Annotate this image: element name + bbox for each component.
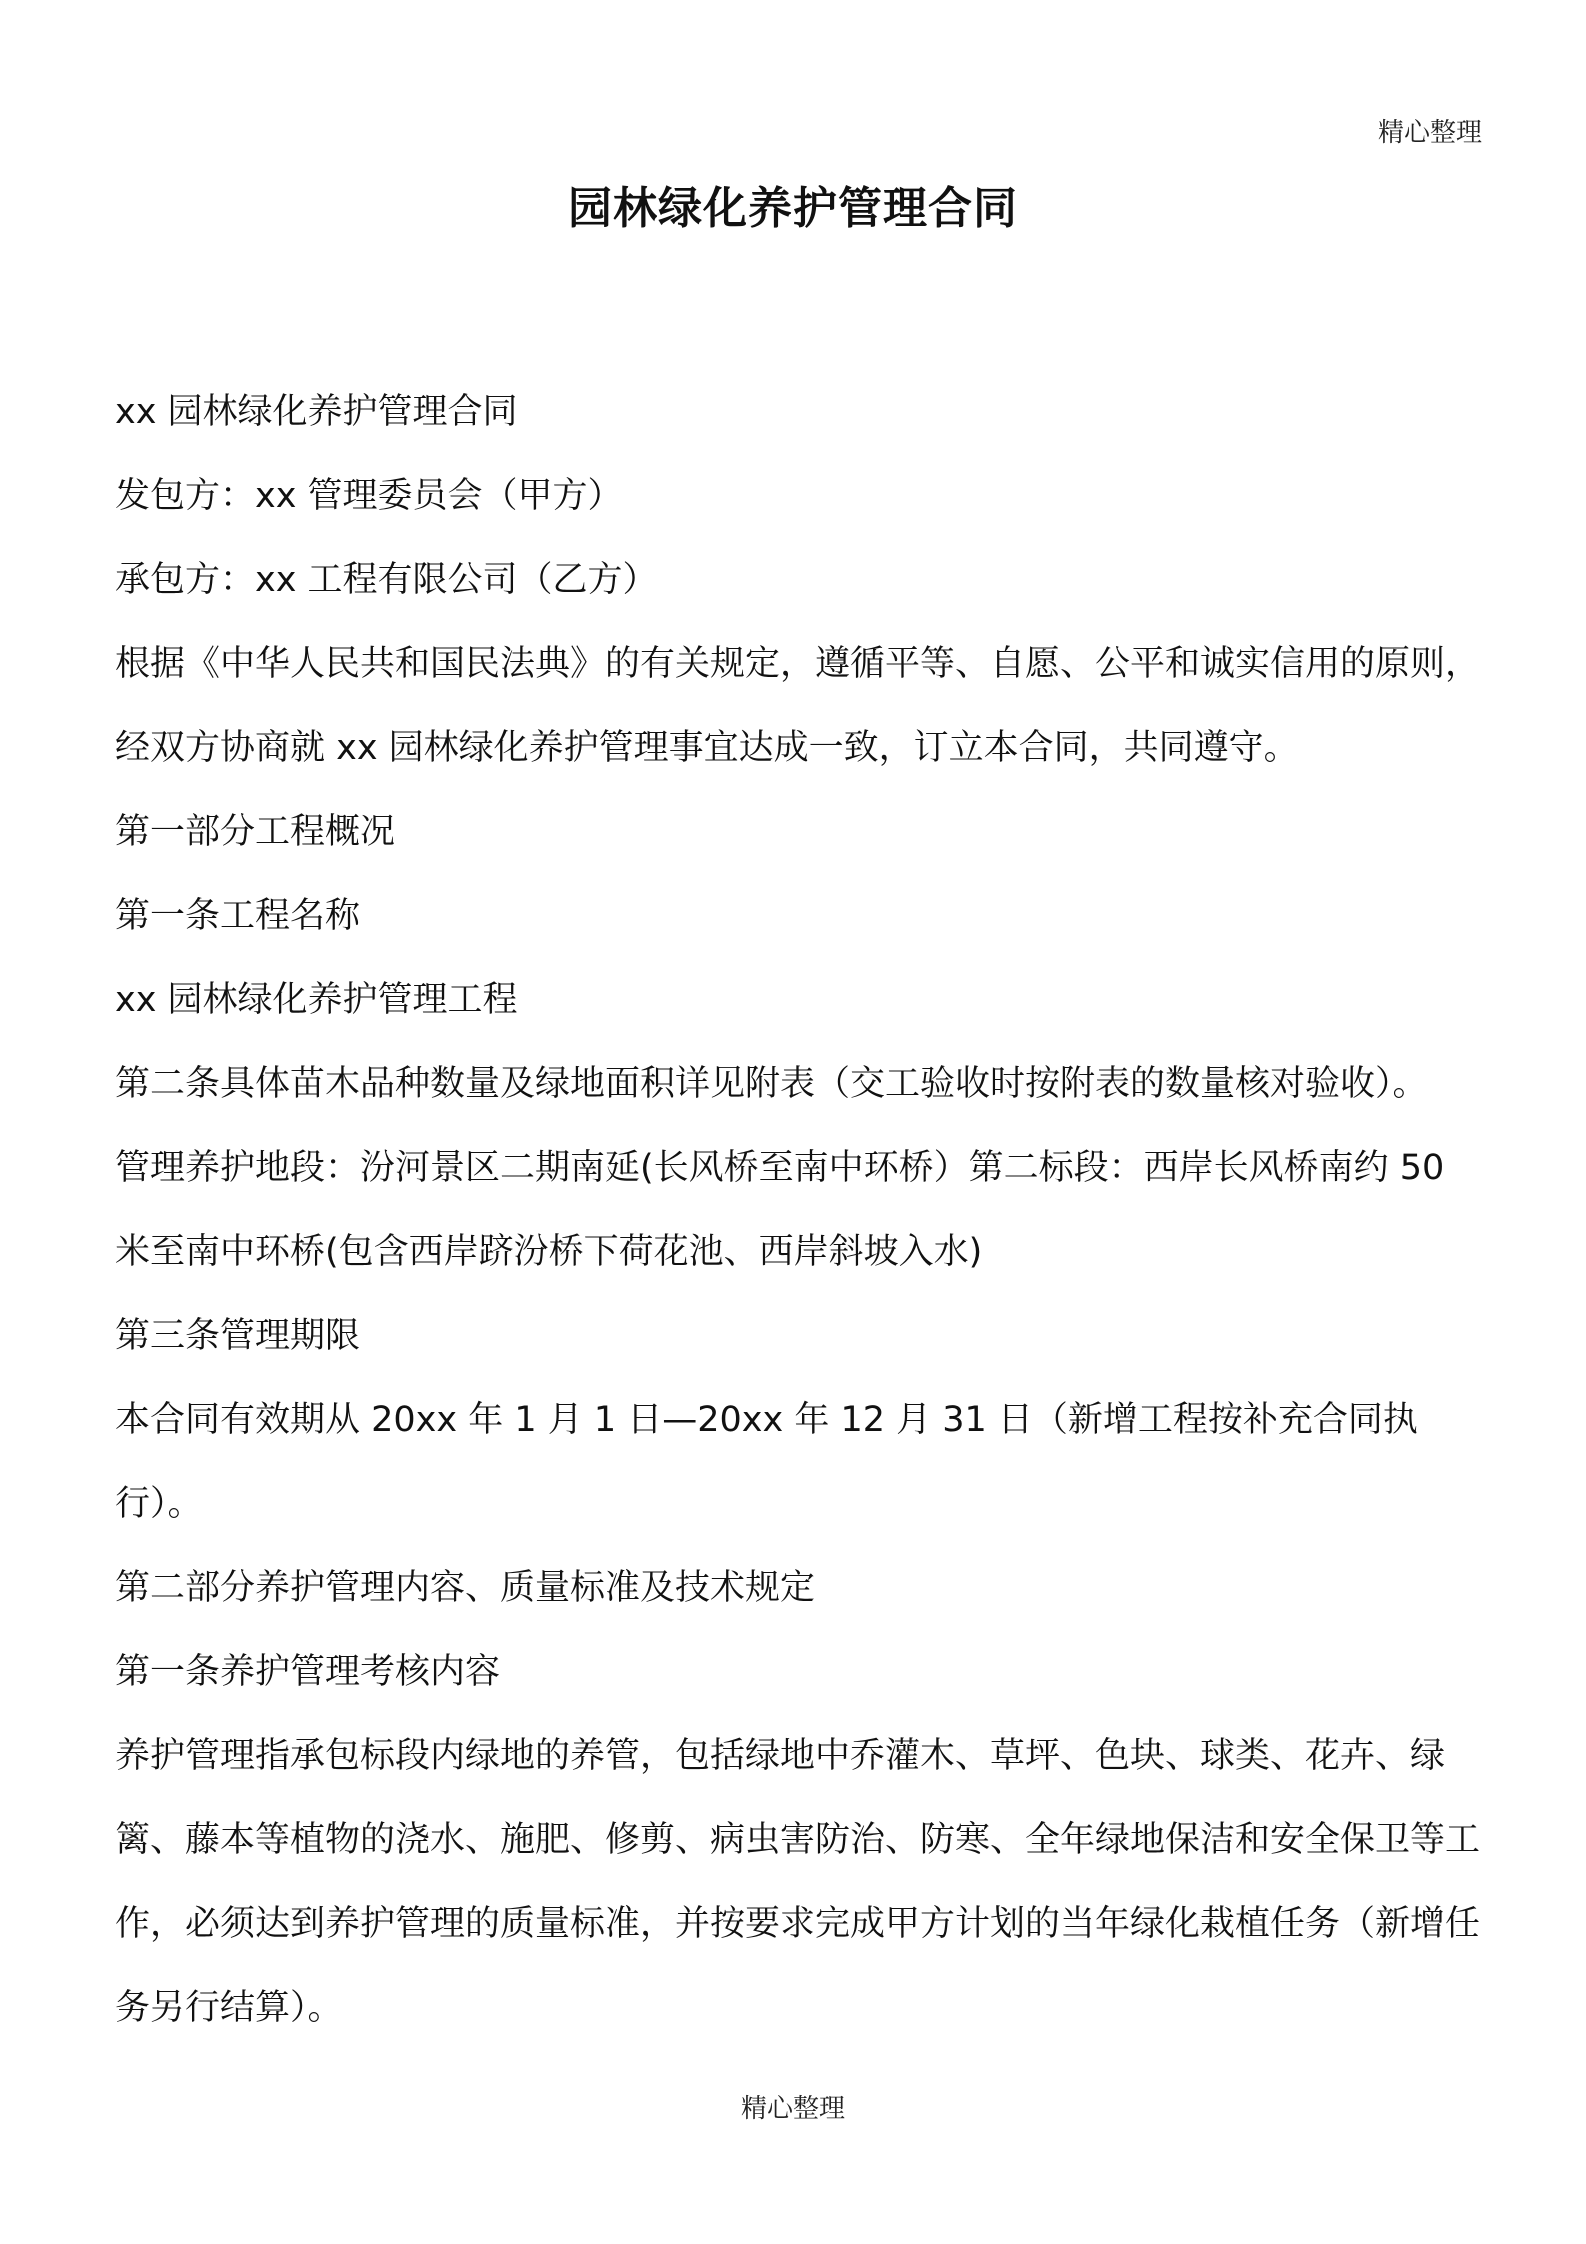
article-heading-project-name: 第一条工程名称 — [115, 896, 361, 936]
paragraph-party-b: 承包方：xx 工程有限公司（乙方） — [115, 560, 658, 600]
paragraph-article-2: 第二条具体苗木品种数量及绿地面积详见附表（交工验收时按附表的数量核对验收）。 — [115, 1064, 1428, 1104]
footer-watermark: 精心整理 — [740, 2094, 845, 2124]
paragraph-party-a: 发包方：xx 管理委员会（甲方） — [115, 476, 623, 516]
article-heading-term: 第三条管理期限 — [115, 1316, 361, 1356]
paragraph-contract-name: xx 园林绿化养护管理合同 — [115, 392, 518, 432]
paragraph-maintenance-section: 管理养护地段：汾河景区二期南延(长风桥至南中环桥）第二标段：西岸长风桥南约 50 米至南中环桥(包含西岸跻汾桥下荷花池、西岸斜坡入水) — [115, 1148, 1445, 1272]
paragraph-project-name: xx 园林绿化养护管理工程 — [115, 980, 518, 1020]
section-heading-part-2: 第二部分养护管理内容、质量标准及技术规定 — [115, 1568, 816, 1608]
document-body — [115, 370, 1485, 2050]
paragraph-preamble: 根据《中华人民共和国民法典》的有关规定，遵循平等、自愿、公平和诚实信用的原则，经双方协商就 xx 园林绿化养护管理事宜达成一致，订立本合同，共同遵守。 — [115, 644, 1481, 768]
paragraph-assessment: 养护管理指承包标段内绿地的养管，包括绿地中乔灌木、草坪、色块、球类、花卉、绿篱、藤本等植物的浇水、施肥、修剪、病虫害防治、防寒、全年绿地保洁和安全保卫等工作，必须达到养护管理的质量标准，并按要求完成甲方计划的当年绿化栽植任务（新增任务另行结算）。 — [115, 1736, 1481, 2028]
paragraph-term: 本合同有效期从 20xx 年 1 月 1 日—20xx 年 12 月 31 日（新增工程按补充合同执行）。 — [115, 1400, 1418, 1524]
section-heading-part-1: 第一部分工程概况 — [115, 812, 396, 852]
article-heading-assessment: 第一条养护管理考核内容 — [115, 1652, 501, 1692]
header-watermark: 精心整理 — [1377, 118, 1482, 148]
document-title: 园林绿化养护管理合同 — [568, 183, 1018, 234]
